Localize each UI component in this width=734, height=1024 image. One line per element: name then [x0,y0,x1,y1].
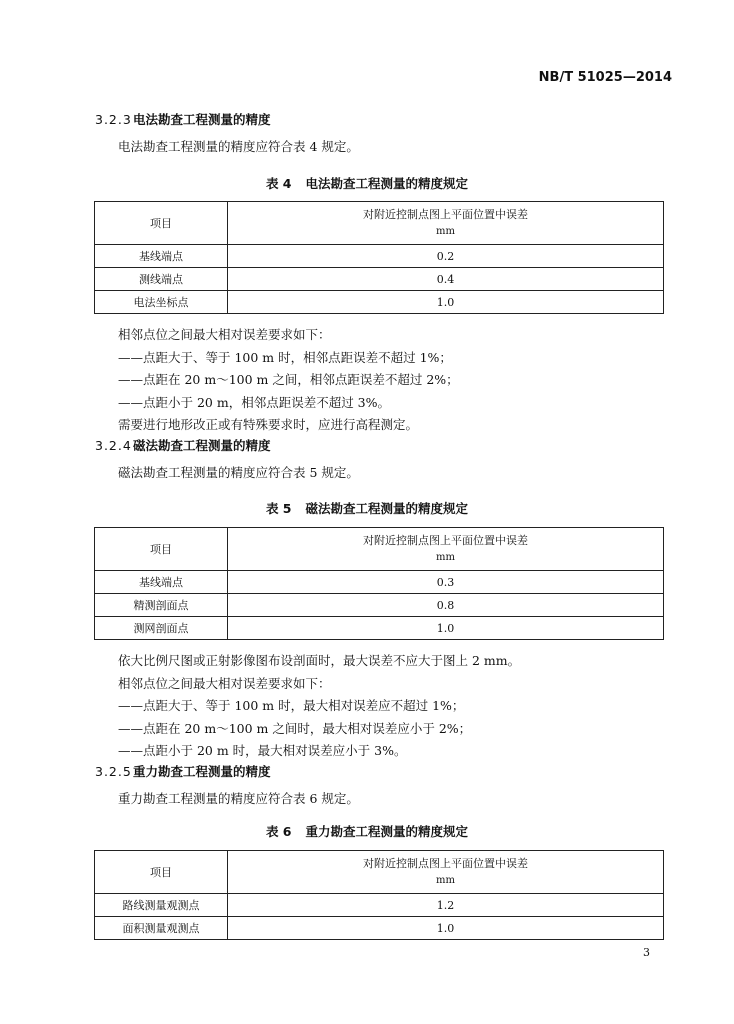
row-value: 1.2 [228,894,664,917]
row-name: 测线端点 [95,268,228,291]
paragraph-line: ——点距小于 20 m，相邻点距误差不超过 3%。 [118,394,391,410]
section-heading-3-2-3 [95,110,271,128]
column-header-error-label: 对附近控制点图上平面位置中误差 [363,534,528,547]
paragraph-line: ——点距小于 20 m 时，最大相对误差应小于 3%。 [118,743,407,758]
table-title: 重力勘查工程测量的精度规定 [305,824,469,839]
table-row [95,617,664,640]
section-heading-3-2-4 [95,436,271,454]
column-header-item: 项目 [95,851,228,894]
section-number: 3.2.5 [95,764,132,779]
section-heading-3-2-5 [95,762,271,780]
section-number: 3.2.4 [95,438,132,453]
paragraph-line: ——点距在 20 m～100 m 之间，相邻点距误差不超过 2%； [118,372,459,387]
section-title: 重力勘查工程测量的精度 [133,764,271,779]
row-name: 精测剖面点 [95,594,228,617]
row-value: 0.2 [228,245,664,268]
row-name: 面积测量观测点 [95,917,228,940]
table-label: 表 6 [265,824,292,839]
row-value: 1.0 [228,291,664,314]
row-name: 基线端点 [95,245,228,268]
table-row [95,917,664,940]
row-name: 测网剖面点 [95,617,228,640]
column-header-unit: mm [436,226,455,237]
row-name: 路线测量观测点 [95,894,228,917]
paragraph-line: 相邻点位之间最大相对误差要求如下： [118,327,331,342]
table-row [95,571,664,594]
section-intro: 电法勘查工程测量的精度应符合表 4 规定。 [118,139,359,154]
column-header-error-label: 对附近控制点图上平面位置中误差 [363,208,528,221]
paragraph-block [118,324,459,437]
row-value: 0.4 [228,268,664,291]
table-row [95,894,664,917]
column-header-unit: mm [436,875,455,886]
column-header-unit: mm [436,552,455,563]
paragraph-block [118,650,520,763]
paragraph-line: 相邻点位之间最大相对误差要求如下： [118,675,331,691]
table-header-row [95,202,664,245]
table-caption [0,822,734,840]
table-caption [0,174,734,192]
table-6 [94,850,664,940]
section-title: 电法勘查工程测量的精度 [133,112,271,127]
table-header-row [95,528,664,571]
section-intro: 重力勘查工程测量的精度应符合表 6 规定。 [118,791,359,806]
table-row [95,245,664,268]
section-title: 磁法勘查工程测量的精度 [133,438,271,453]
column-header-error [228,202,664,245]
table-row [95,291,664,314]
paragraph-line: ——点距大于、等于 100 m 时，最大相对误差应不超过 1%； [118,698,465,713]
column-header-error-label: 对附近控制点图上平面位置中误差 [363,857,528,870]
row-value: 1.0 [228,617,664,640]
paragraph-line: ——点距大于、等于 100 m 时，相邻点距误差不超过 1%； [118,349,452,365]
paragraph-line: 依大比例尺图或正射影像图布设剖面时，最大误差不应大于图上 2 mm。 [118,653,521,668]
column-header-item: 项目 [95,202,228,245]
paragraph-line: ——点距在 20 m～100 m 之间时，最大相对误差应小于 2%； [118,720,472,736]
table-title: 电法勘查工程测量的精度规定 [305,176,469,191]
table-label: 表 5 [265,501,292,516]
table-row [95,594,664,617]
table-title: 磁法勘查工程测量的精度规定 [305,501,469,516]
paragraph-line: 需要进行地形改正或有特殊要求时，应进行高程测定。 [118,417,419,432]
table-label: 表 4 [265,176,292,191]
row-value: 0.3 [228,571,664,594]
table-caption [0,499,734,517]
page-number: 3 [643,946,650,959]
section-intro: 磁法勘查工程测量的精度应符合表 5 规定。 [118,465,359,480]
table-row [95,268,664,291]
column-header-error [228,528,664,571]
table-4 [94,201,664,314]
column-header-item: 项目 [95,528,228,571]
standard-number: NB/T 51025—2014 [538,70,672,85]
row-name: 电法坐标点 [95,291,228,314]
table-header-row [95,851,664,894]
row-name: 基线端点 [95,571,228,594]
row-value: 1.0 [228,917,664,940]
row-value: 0.8 [228,594,664,617]
section-number: 3.2.3 [95,112,132,127]
table-5 [94,527,664,640]
column-header-error [228,851,664,894]
